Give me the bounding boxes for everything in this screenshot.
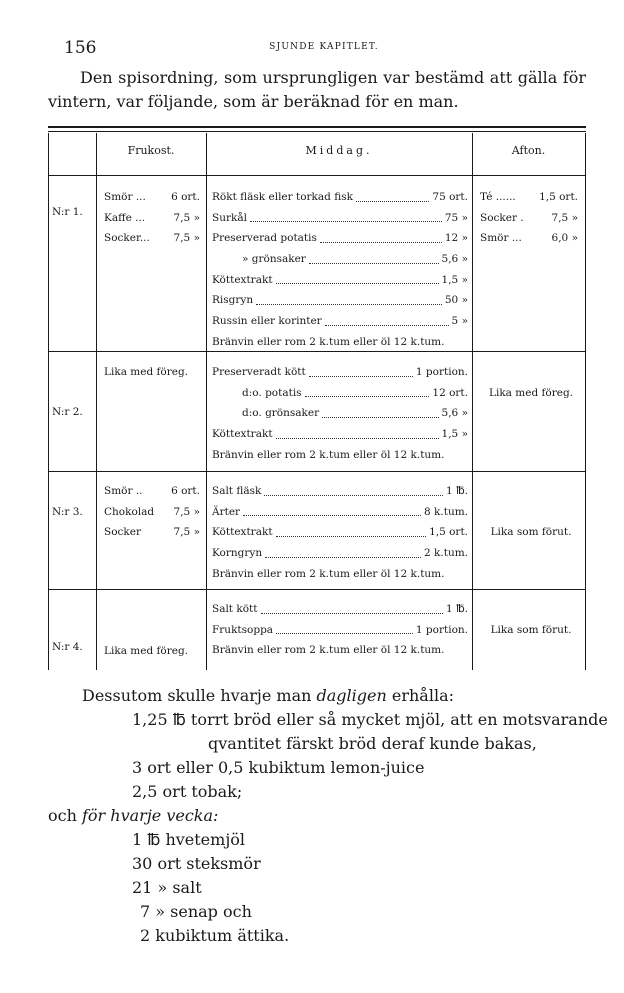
row-divider xyxy=(48,471,586,472)
row-label: N:r 1. xyxy=(52,206,83,218)
afton-cell: Lika som förut. xyxy=(490,526,572,538)
table-col-line xyxy=(585,133,586,670)
weekly-item: 7 » senap och xyxy=(140,902,252,921)
intro-paragraph xyxy=(48,66,586,114)
table-rule-header xyxy=(48,175,586,176)
row-label: N:r 3. xyxy=(52,506,83,518)
afton-cell: Lika som förut. xyxy=(490,624,572,636)
row-divider xyxy=(48,589,586,590)
weekly-item: 30 ort steksmör xyxy=(132,854,261,873)
middag-cell: Salt fläsk 1 ℔. Ärter 8 k.tum. Köttextrakt 1,5 ort. Korngryn 2 k.tum. Bränvin eller rom 2 k.tum eller öl 12 k.tum. xyxy=(212,481,468,584)
table-col-line xyxy=(206,133,207,670)
col-header-afton: Afton. xyxy=(511,144,546,157)
afton-cell: Té ...... 1,5 ort. Socker . 7,5 » Smör ... 6,0 » xyxy=(480,191,578,245)
weekly-item: 21 » salt xyxy=(132,878,202,897)
col-header-frukost: Frukost. xyxy=(127,144,175,157)
row-label: N:r 4. xyxy=(52,641,83,653)
middag-cell: Rökt fläsk eller torkad fisk 75 ort. Surkål 75 » Preserverad potatis 12 » » grönsaker 5,6 » Köttextrakt 1,5 » Risgryn 50 » Russin eller korinter 5 » Bränvin eller rom 2 k.tum eller öl 12 k.tum. xyxy=(212,187,468,353)
weekly-item: 1 ℔ hvetemjöl xyxy=(132,830,246,849)
weekly-intro: och för hvarje vecka: xyxy=(48,806,219,825)
row-label: N:r 2. xyxy=(52,406,83,418)
frukost-cell: Smör .. 6 ort. Chokolad 7,5 » Socker 7,5 » xyxy=(104,485,200,539)
table-col-line xyxy=(472,133,473,670)
page-header xyxy=(64,38,584,58)
afton-cell: Lika med föreg. xyxy=(488,387,574,399)
middag-cell: Salt kött 1 ℔. Fruktsoppa 1 portion. Bränvin eller rom 2 k.tum eller öl 12 k.tum. xyxy=(212,599,468,661)
frukost-cell: Lika med föreg. xyxy=(104,366,189,378)
col-header-middag: Middag. xyxy=(305,144,373,157)
table-rule-top-thin xyxy=(48,131,586,132)
frukost-cell: Lika med föreg. xyxy=(104,645,189,657)
table-col-line xyxy=(48,133,49,670)
daily-item: 3 ort eller 0,5 kubiktum lemon-juice xyxy=(132,758,425,777)
table-rule-top xyxy=(48,126,586,128)
daily-intro: Dessutom skulle hvarje man dagligen erhålla: xyxy=(82,686,454,705)
ration-table xyxy=(48,126,586,670)
middag-cell: Preserveradt kött 1 portion. d:o. potatis 12 ort. d:o. grönsaker 5,6 » Köttextrakt 1,5 » Bränvin eller rom 2 k.tum eller öl 12 k.tum. xyxy=(212,362,468,465)
weekly-item: 2 kubiktum ättika. xyxy=(140,926,290,945)
daily-item-cont: qvantitet färskt bröd deraf kunde bakas, xyxy=(208,734,537,753)
table-col-line xyxy=(96,133,97,670)
intro-text: Den spisordning, som ursprungligen var bestämd att gälla för vintern, var följande, som är beräknad för en man. xyxy=(48,68,586,111)
frukost-cell: Smör ... 6 ort. Kaffe ... 7,5 » Socker... 7,5 » xyxy=(104,191,200,245)
page-number: 156 xyxy=(64,38,97,58)
running-head: SJUNDE KAPITLET. xyxy=(269,42,379,52)
daily-item: 1,25 ℔ torrt bröd eller så mycket mjöl, att en motsvarande xyxy=(132,710,608,729)
daily-item: 2,5 ort tobak; xyxy=(132,782,243,801)
